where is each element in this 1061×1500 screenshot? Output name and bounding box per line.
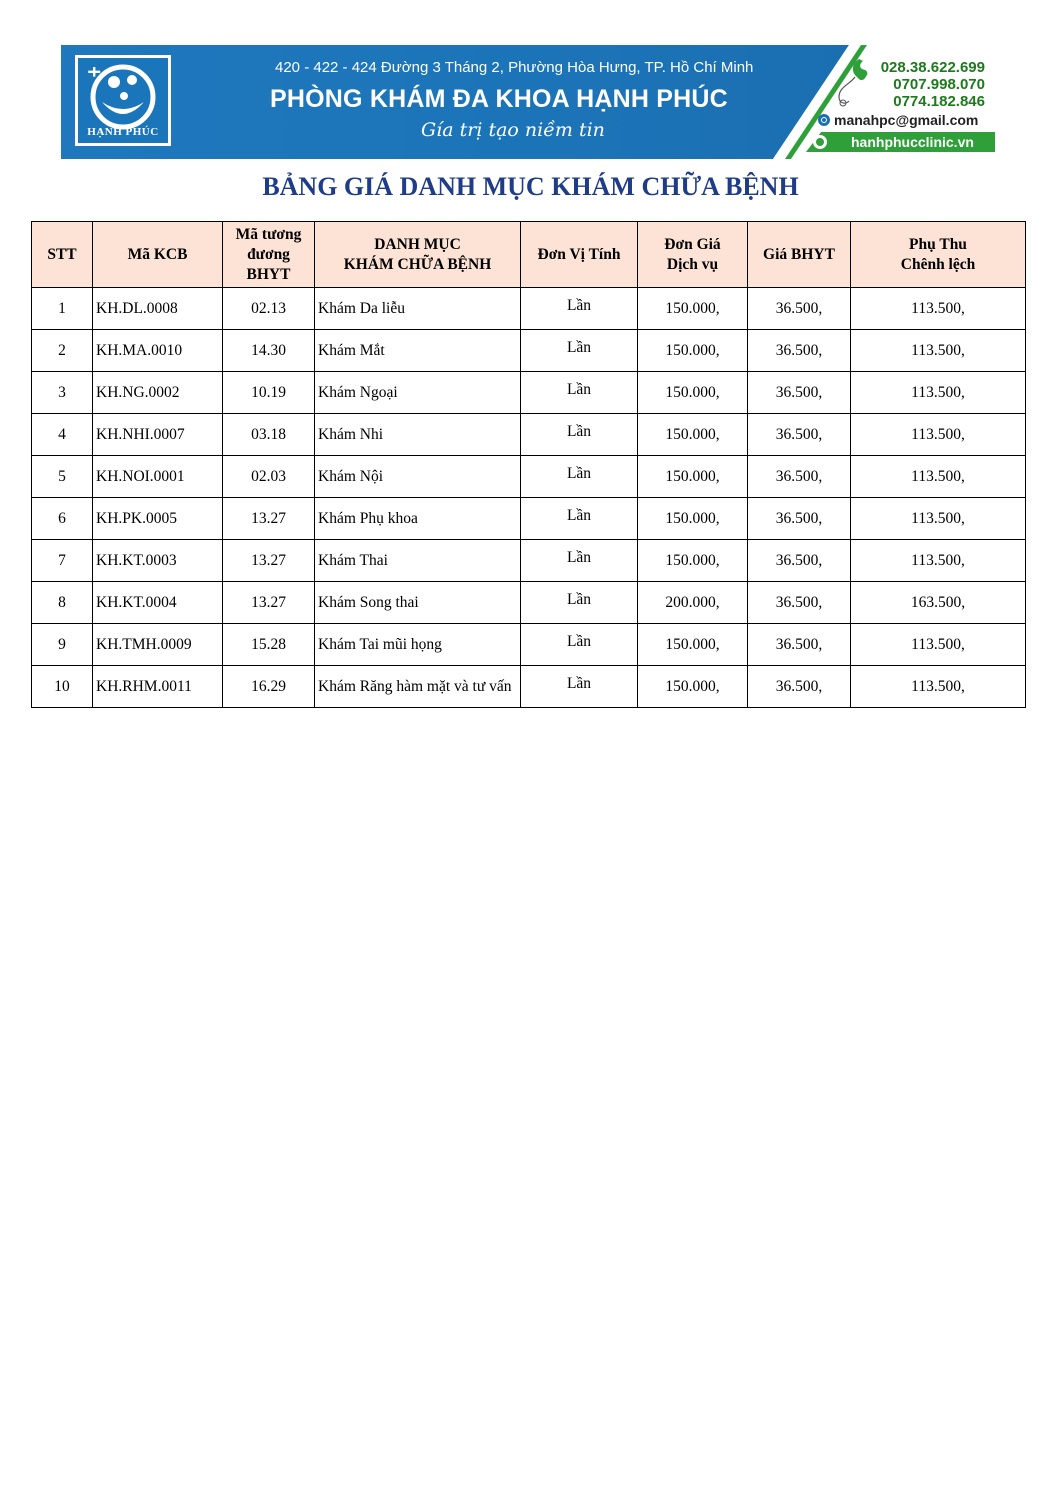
- cell-ma-bhyt: 13.27: [223, 498, 315, 540]
- cell-price: 150.000,: [638, 330, 748, 372]
- family-logo-icon: [88, 64, 158, 130]
- cell-price: 150.000,: [638, 288, 748, 330]
- cell-stt: 3: [32, 372, 93, 414]
- cell-name: Khám Da liễu: [315, 288, 521, 330]
- cell-name: Khám Ngoại: [315, 372, 521, 414]
- table-header-row: [32, 222, 1026, 288]
- email-contact: [818, 112, 978, 128]
- cell-ma-kcb: KH.NHI.0007: [93, 414, 223, 456]
- cell-ma-bhyt: 02.03: [223, 456, 315, 498]
- header-don-gia: Đơn Giá Dịch vụ: [638, 222, 748, 288]
- cell-ma-kcb: KH.PK.0005: [93, 498, 223, 540]
- cell-bhyt: 36.500,: [748, 666, 851, 708]
- cell-name: Khám Nội: [315, 456, 521, 498]
- table-row: [32, 624, 1026, 666]
- cell-name: Khám Thai: [315, 540, 521, 582]
- document-title: BẢNG GIÁ DANH MỤC KHÁM CHỮA BỆNH: [262, 172, 799, 201]
- cell-ma-bhyt: 13.27: [223, 582, 315, 624]
- table-row: [32, 288, 1026, 330]
- table-row: [32, 582, 1026, 624]
- cell-bhyt: 36.500,: [748, 540, 851, 582]
- cell-bhyt: 36.500,: [748, 456, 851, 498]
- cell-bhyt: 36.500,: [748, 288, 851, 330]
- cell-ma-kcb: KH.NOI.0001: [93, 456, 223, 498]
- cell-stt: 6: [32, 498, 93, 540]
- cell-bhyt: 36.500,: [748, 624, 851, 666]
- header-ma-kcb: Mã KCB: [93, 222, 223, 288]
- cell-price: 150.000,: [638, 498, 748, 540]
- cell-ma-bhyt: 15.28: [223, 624, 315, 666]
- table-row: [32, 372, 1026, 414]
- cell-stt: 8: [32, 582, 93, 624]
- clinic-name: PHÒNG KHÁM ĐA KHOA HẠNH PHÚC: [270, 85, 728, 113]
- cell-stt: 10: [32, 666, 93, 708]
- header-don-vi: Đơn Vị Tính: [521, 222, 638, 288]
- cell-stt: 9: [32, 624, 93, 666]
- cell-ma-kcb: KH.NG.0002: [93, 372, 223, 414]
- cell-price: 150.000,: [638, 456, 748, 498]
- cell-surcharge: 113.500,: [851, 624, 1026, 666]
- price-table: [31, 221, 1026, 708]
- cell-name: Khám Răng hàm mặt và tư vấn: [315, 666, 521, 708]
- cell-ma-kcb: KH.MA.0010: [93, 330, 223, 372]
- table-row: [32, 414, 1026, 456]
- cell-price: 150.000,: [638, 666, 748, 708]
- table-row: [32, 666, 1026, 708]
- email-icon: [818, 114, 830, 126]
- cell-price: 150.000,: [638, 624, 748, 666]
- cell-ma-kcb: KH.KT.0003: [93, 540, 223, 582]
- phone-number: 028.38.622.699: [880, 59, 985, 76]
- cell-ma-kcb: KH.KT.0004: [93, 582, 223, 624]
- email-text: manahpc@gmail.com: [834, 112, 979, 128]
- cell-bhyt: 36.500,: [748, 330, 851, 372]
- cell-name: Khám Nhi: [315, 414, 521, 456]
- cell-surcharge: 113.500,: [851, 456, 1026, 498]
- cell-name: Khám Tai mũi họng: [315, 624, 521, 666]
- cell-ma-kcb: KH.DL.0008: [93, 288, 223, 330]
- cell-ma-bhyt: 14.30: [223, 330, 315, 372]
- cell-name: Khám Song thai: [315, 582, 521, 624]
- cell-ma-kcb: KH.RHM.0011: [93, 666, 223, 708]
- cell-price: 200.000,: [638, 582, 748, 624]
- header-phu-thu: Phụ Thu Chênh lệch: [851, 222, 1026, 288]
- cell-surcharge: 113.500,: [851, 414, 1026, 456]
- cell-surcharge: 113.500,: [851, 540, 1026, 582]
- cell-ma-bhyt: 03.18: [223, 414, 315, 456]
- cell-unit: Lần: [521, 498, 638, 540]
- cell-price: 150.000,: [638, 372, 748, 414]
- table-row: [32, 498, 1026, 540]
- clinic-banner: [61, 45, 995, 159]
- cell-unit: Lần: [521, 456, 638, 498]
- header-ma-bhyt: Mã tương đương BHYT: [223, 222, 315, 288]
- cell-bhyt: 36.500,: [748, 582, 851, 624]
- cell-stt: 1: [32, 288, 93, 330]
- phone-numbers: [881, 59, 985, 110]
- cell-ma-kcb: KH.TMH.0009: [93, 624, 223, 666]
- cell-bhyt: 36.500,: [748, 414, 851, 456]
- cell-surcharge: 163.500,: [851, 582, 1026, 624]
- phone-number: 0774.182.846: [893, 93, 985, 110]
- cell-surcharge: 113.500,: [851, 330, 1026, 372]
- cell-unit: Lần: [521, 330, 638, 372]
- cell-unit: Lần: [521, 414, 638, 456]
- cell-name: Khám Mắt: [315, 330, 521, 372]
- cell-ma-bhyt: 10.19: [223, 372, 315, 414]
- cell-surcharge: 113.500,: [851, 372, 1026, 414]
- cell-surcharge: 113.500,: [851, 666, 1026, 708]
- cell-name: Khám Phụ khoa: [315, 498, 521, 540]
- phone-number: 0707.998.070: [893, 76, 985, 93]
- clinic-address: 420 - 422 - 424 Đường 3 Tháng 2, Phường Hòa Hưng, TP. Hồ Chí Minh: [275, 59, 754, 76]
- header-gia-bhyt: Giá BHYT: [748, 222, 851, 288]
- clinic-logo: [75, 55, 171, 146]
- globe-icon: [813, 135, 827, 149]
- cell-stt: 2: [32, 330, 93, 372]
- cell-unit: Lần: [521, 372, 638, 414]
- cell-stt: 4: [32, 414, 93, 456]
- cell-ma-bhyt: 16.29: [223, 666, 315, 708]
- logo-text: HẠNH PHÚC: [87, 126, 159, 138]
- cell-ma-bhyt: 02.13: [223, 288, 315, 330]
- cell-ma-bhyt: 13.27: [223, 540, 315, 582]
- website-text: hanhphucclinic.vn: [851, 134, 974, 150]
- table-row: [32, 456, 1026, 498]
- cell-stt: 5: [32, 456, 93, 498]
- phone-icon: [829, 55, 875, 115]
- table-row: [32, 540, 1026, 582]
- cell-price: 150.000,: [638, 414, 748, 456]
- cell-unit: Lần: [521, 540, 638, 582]
- cell-bhyt: 36.500,: [748, 372, 851, 414]
- cell-surcharge: 113.500,: [851, 288, 1026, 330]
- cell-unit: Lần: [521, 624, 638, 666]
- cell-surcharge: 113.500,: [851, 498, 1026, 540]
- cell-unit: Lần: [521, 288, 638, 330]
- cell-bhyt: 36.500,: [748, 498, 851, 540]
- cell-stt: 7: [32, 540, 93, 582]
- cell-price: 150.000,: [638, 540, 748, 582]
- header-danh-muc: DANH MỤC KHÁM CHỮA BỆNH: [315, 222, 521, 288]
- cell-unit: Lần: [521, 582, 638, 624]
- table-row: [32, 330, 1026, 372]
- header-stt: STT: [32, 222, 93, 288]
- cell-unit: Lần: [521, 666, 638, 708]
- clinic-slogan: Gía trị tạo niềm tin: [421, 119, 605, 141]
